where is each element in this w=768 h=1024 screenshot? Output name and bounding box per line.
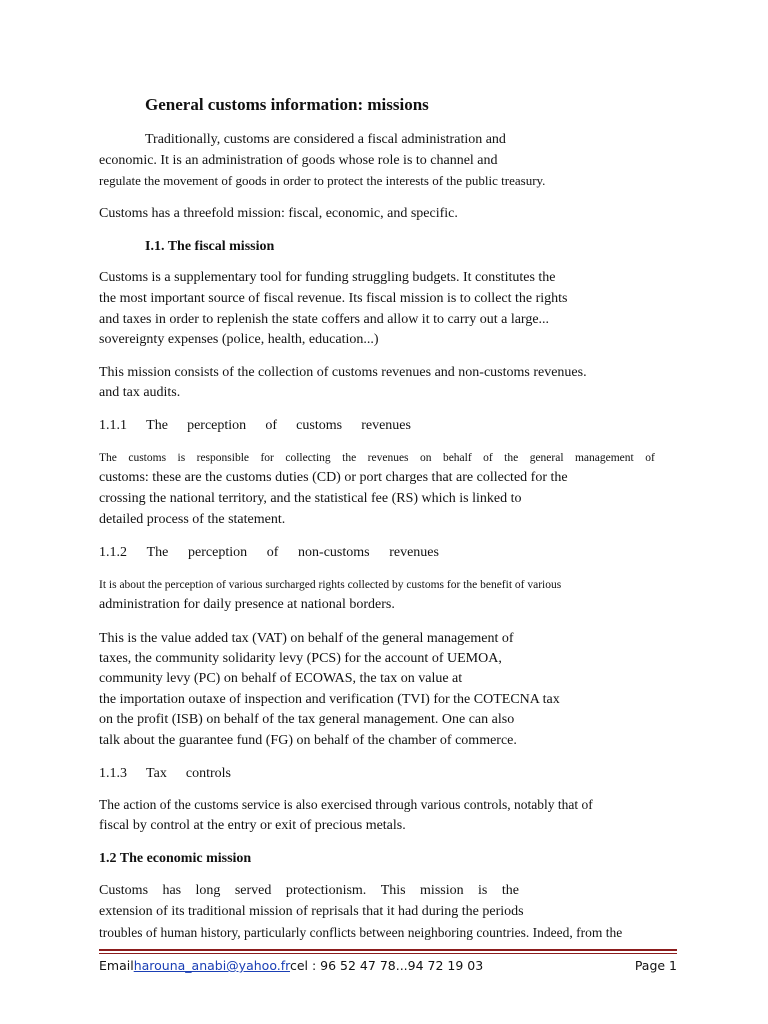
footer-email-label: Email	[99, 958, 134, 973]
word: mission	[420, 883, 464, 898]
word: general	[529, 452, 564, 464]
word: the	[342, 452, 357, 464]
word: protectionism.	[285, 883, 367, 898]
word: perception	[188, 545, 248, 560]
footer-phone: cel : 96 52 47 78...94 72 19 03	[289, 958, 484, 973]
economic-line-2: extension of its traditional mission of reprisals that it had during the periods	[99, 904, 524, 919]
non-customs-line-2: administration for daily presence at national borders.	[99, 597, 395, 612]
subsection-1-1-3-title	[99, 765, 231, 783]
footer-divider-top	[99, 949, 677, 951]
non-customs-small-line: It is about the perception of various surcharged rights collected by customs for the benefit of various	[99, 579, 562, 591]
word: 1.1.1	[99, 418, 127, 433]
page-heading: General customs information: missions	[145, 95, 429, 114]
footer-page-number: Page 1	[634, 958, 677, 973]
word: has	[162, 883, 182, 898]
word: of	[266, 545, 279, 560]
threefold-line: Customs has a threefold mission: fiscal, economic, and specific.	[99, 206, 458, 221]
fiscal-p1-line-3: and taxes in order to replenish the state coffers and allow it to carry out a large...	[99, 312, 550, 327]
word: collecting	[285, 452, 331, 464]
customs-revenues-line-2: crossing the national territory, and the statistical fee (RS) which is linked to	[99, 491, 522, 506]
word: Tax	[146, 766, 167, 781]
word: on	[419, 452, 432, 464]
word: of	[483, 452, 493, 464]
word: perception	[187, 418, 247, 433]
subsection-1-1-2-title	[99, 544, 439, 562]
economic-line-3: troubles of human history, particularly conflicts between neighboring countries. Indeed, from the	[99, 925, 623, 940]
word: 1.1.2	[99, 545, 127, 560]
economic-line-1	[99, 882, 519, 900]
fiscal-p1-line-2: the most important source of fiscal revenue. Its fiscal mission is to collect the rights	[99, 291, 568, 306]
word: Customs	[99, 883, 149, 898]
word: for	[260, 452, 274, 464]
fiscal-p1-line-4: sovereignty expenses (police, health, education...)	[99, 332, 379, 347]
customs-revenues-line-1: customs: these are the customs duties (CD) or port charges that are collected for the	[99, 470, 568, 485]
footer-email-link[interactable]: harouna_anabi@yahoo.fr	[133, 958, 290, 973]
word: management	[574, 452, 634, 464]
page-footer	[99, 958, 677, 974]
word: customs	[128, 452, 167, 464]
word: long	[195, 883, 221, 898]
word: The	[146, 545, 169, 560]
non-customs-p2-line-2: taxes, the community solidarity levy (PCS) for the account of UEMOA,	[99, 651, 502, 666]
customs-revenues-line-3: detailed process of the statement.	[99, 512, 286, 527]
word: This	[380, 883, 406, 898]
word: The	[99, 452, 117, 464]
non-customs-p2-line-5: on the profit (ISB) on behalf of the tax general management. One can also	[99, 712, 515, 727]
non-customs-p2-line-6: talk about the guarantee fund (FG) on behalf of the chamber of commerce.	[99, 733, 517, 748]
word: revenues	[389, 545, 439, 560]
word: served	[234, 883, 272, 898]
word: revenues	[367, 452, 409, 464]
word: 1.1.3	[99, 766, 127, 781]
intro-line-1: Traditionally, customs are considered a fiscal administration and	[145, 132, 506, 147]
footer-divider-bottom	[99, 953, 677, 954]
word: customs	[296, 418, 343, 433]
subsection-1-1-1-title	[99, 417, 411, 435]
intro-line-3: regulate the movement of goods in order to protect the interests of the public treasury.	[99, 173, 546, 188]
word: revenues	[361, 418, 411, 433]
footer-contact	[99, 958, 483, 974]
subsection-1-1-1-small-line	[99, 449, 655, 467]
word: the	[501, 883, 519, 898]
word: of	[645, 452, 655, 464]
word: is	[478, 883, 488, 898]
word: responsible	[196, 452, 250, 464]
word: is	[177, 452, 186, 464]
fiscal-p2-line-1: This mission consists of the collection of customs revenues and non-customs revenues.	[99, 365, 587, 380]
section-economic-title: 1.2 The economic mission	[99, 851, 252, 866]
non-customs-p2-line-4: the importation outaxe of inspection and verification (TVI) for the COTECNA tax	[99, 692, 560, 707]
non-customs-p2-line-3: community levy (PC) on behalf of ECOWAS, the tax on value at	[99, 671, 463, 686]
non-customs-p2-line-1: This is the value added tax (VAT) on behalf of the general management of	[99, 631, 514, 646]
word: the	[504, 452, 519, 464]
word: of	[265, 418, 277, 433]
word: controls	[185, 766, 231, 781]
fiscal-p1-line-1: Customs is a supplementary tool for funding struggling budgets. It constitutes the	[99, 270, 556, 285]
intro-line-2: economic. It is an administration of goods whose role is to channel and	[99, 153, 498, 168]
tax-controls-line-1: The action of the customs service is also exercised through various controls, notably that of	[99, 797, 593, 812]
word: non-customs	[298, 545, 370, 560]
word: behalf	[442, 452, 472, 464]
fiscal-p2-line-2: and tax audits.	[99, 385, 181, 400]
word: The	[146, 418, 168, 433]
tax-controls-line-2: fiscal by control at the entry or exit of precious metals.	[99, 818, 406, 833]
section-fiscal-title: I.1. The fiscal mission	[145, 239, 275, 254]
